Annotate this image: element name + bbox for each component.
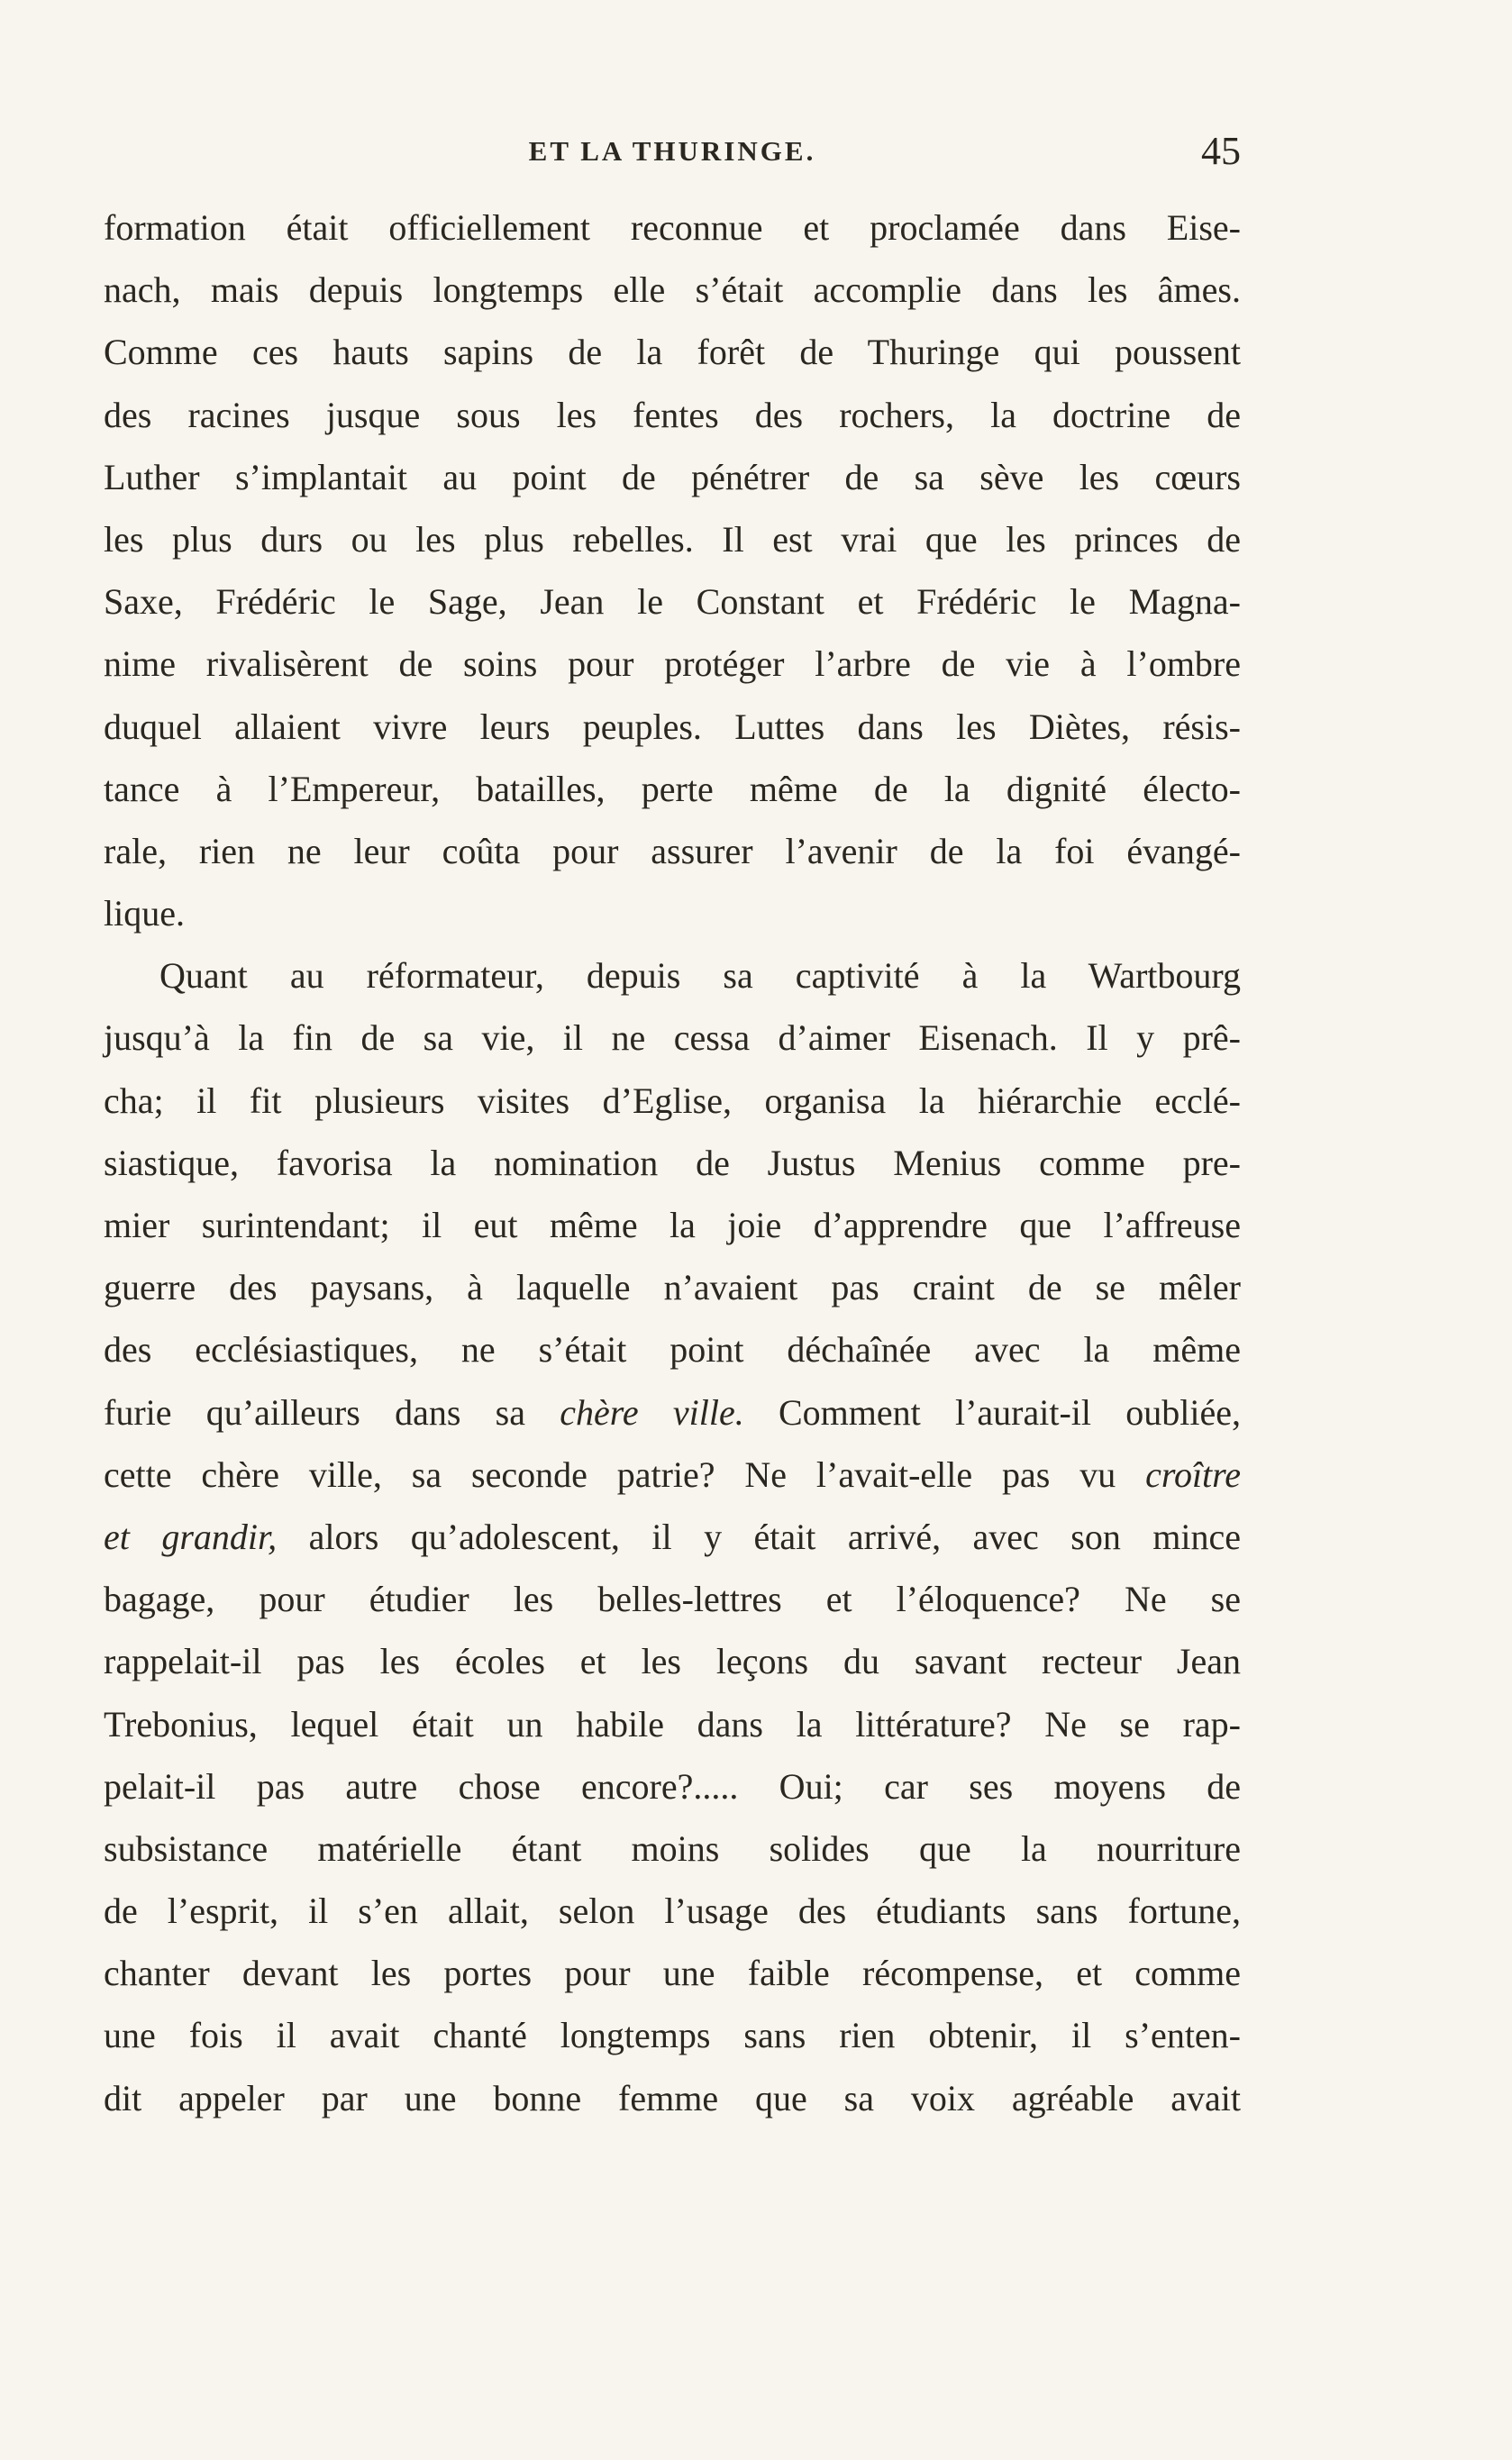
text-line: Luther s’implantait au point de pénétrer de sa sève les cœurs: [104, 456, 1241, 497]
page-number: 45: [1201, 129, 1241, 173]
text-line: Comme ces hauts sapins de la forêt de Thuringe qui poussent: [104, 332, 1241, 373]
text-line: cette chère ville, sa seconde patrie? Ne l’avait-elle pas vu croître: [104, 1453, 1242, 1495]
text-line: Trebonius, lequel était un habile dans la littérature? Ne se rap-: [104, 1703, 1241, 1745]
text-line: jusqu’à la fin de sa vie, il ne cessa d’aimer Eisenach. Il y prê-: [104, 1017, 1241, 1059]
text-line: de l’esprit, il s’en allait, selon l’usage des étudiants sans fortune,: [104, 1891, 1241, 1932]
text-line: Saxe, Frédéric le Sage, Jean le Constant et Frédéric le Magna-: [104, 581, 1241, 623]
text-line: rappelait-il pas les écoles et les leçons du savant recteur Jean: [104, 1641, 1241, 1682]
text-line: guerre des paysans, à laquelle n’avaient pas craint de se mêler: [104, 1267, 1241, 1308]
text-line: pelait-il pas autre chose encore?..... Oui; car ses moyens de: [104, 1765, 1241, 1807]
text-line: rale, rien ne leur coûta pour assurer l’avenir de la foi évangé-: [104, 830, 1241, 871]
text-line: des racines jusque sous les fentes des rochers, la doctrine de: [104, 394, 1241, 435]
page-body: [104, 196, 1241, 2129]
text-line: des ecclésiastiques, ne s’était point déchaînée avec la même: [104, 1329, 1241, 1371]
text-line: bagage, pour étudier les belles-lettres et l’éloquence? Ne se: [104, 1579, 1241, 1620]
text-line: duquel allaient vivre leurs peuples. Luttes dans les Diètes, résis-: [104, 706, 1241, 747]
text-line: dit appeler par une bonne femme que sa voix agréable avait: [104, 2077, 1241, 2118]
italic-emphasis: et grandir,: [104, 1516, 278, 1557]
text-line: nach, mais depuis longtemps elle s’était accomplie dans les âmes.: [104, 269, 1241, 311]
text-line: et grandir, alors qu’adolescent, il y était arrivé, avec son mince: [104, 1516, 1241, 1557]
italic-emphasis: chère ville.: [560, 1391, 744, 1433]
italic-emphasis: croître: [1145, 1453, 1242, 1495]
text-line: siastique, favorisa la nomination de Justus Menius comme pre-: [104, 1142, 1241, 1183]
text-line: nime rivalisèrent de soins pour protéger l’arbre de vie à l’ombre: [104, 643, 1241, 685]
running-title: ET LA THURINGE.: [528, 135, 816, 167]
page-header: [104, 124, 1241, 178]
text-line: les plus durs ou les plus rebelles. Il est vrai que les princes de: [104, 518, 1241, 560]
text-line: tance à l’Empereur, batailles, perte même de la dignité électo-: [104, 768, 1241, 809]
text-line: chanter devant les portes pour une faible récompense, et comme: [104, 1953, 1241, 1994]
paragraph-start-line: Quant au réformateur, depuis sa captivité à la Wartbourg: [159, 955, 1241, 997]
text-line: furie qu’ailleurs dans sa chère ville. Comment l’aurait-il oubliée,: [104, 1391, 1242, 1433]
text-line: cha; il fit plusieurs visites d’Eglise, organisa la hiérarchie ecclé-: [104, 1080, 1241, 1121]
text-line: subsistance matérielle étant moins solides que la nourriture: [104, 1827, 1241, 1869]
text-line: mier surintendant; il eut même la joie d’apprendre que l’affreuse: [104, 1205, 1241, 1245]
text-line: formation était officiellement reconnue et proclamée dans Eise-: [104, 207, 1241, 248]
text-line: une fois il avait chanté longtemps sans rien obtenir, il s’enten-: [104, 2015, 1241, 2056]
text-line: lique.: [104, 893, 185, 934]
